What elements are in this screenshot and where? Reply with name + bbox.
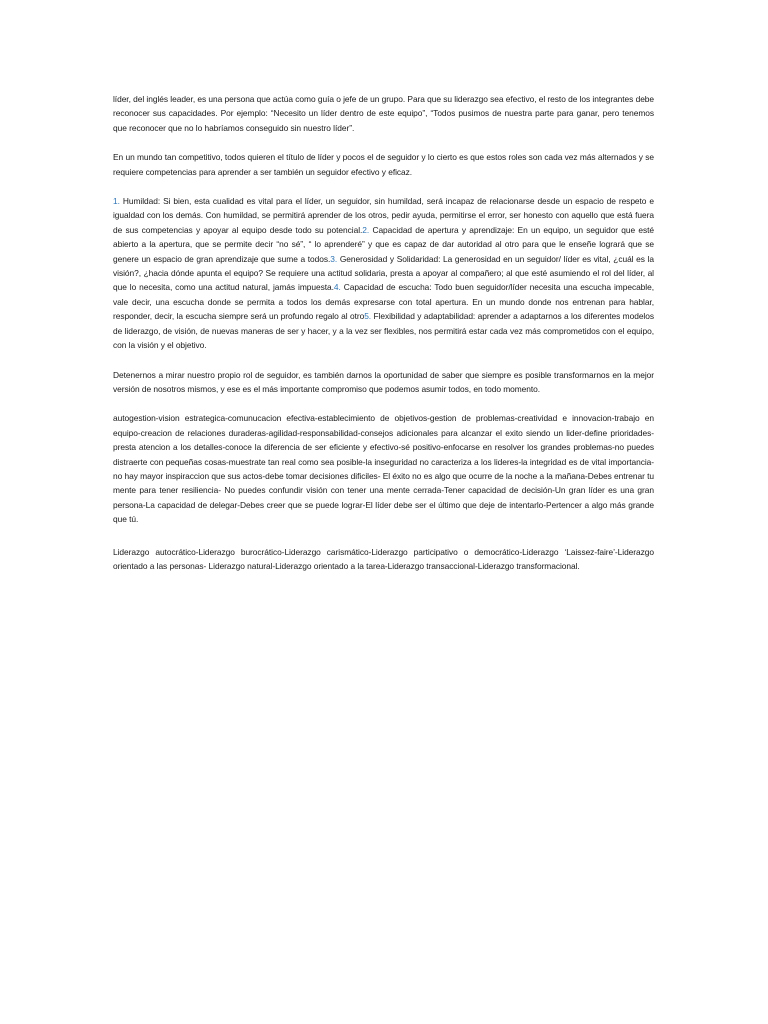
paragraph-follower-qualities: [113, 194, 654, 352]
list-number-1: 1.: [113, 196, 120, 207]
list-number-5: 5.: [364, 311, 372, 322]
paragraph-leadership-skills: autogestion-vision estrategica-comunucacion efectiva-establecimiento de objetivos-gestion de problemas-creatividad e innovacion-trabajo en equipo-creacion de relaciones duraderas-agilidad-responsabilidad-consejos adicionales para alcanzar el exito siendo un lider-define prioridades-presta atencion a los detalles-conoce la diferencia de ser eficiente y efectivo-sé positivo-enfocarse en resolver los grandes problemas-no puedes distraerte con pequeñas cosas-muestrate tan real como sea posible-la inseguridad no caracteriza a los lideres-la integridad es de vital importancia-no hay mayor inspiraccion que sus actos-debe tomar decisiones dificiles- El éxito no es algo que ocurre de la noche a la mañana-Debes entrenar tu mente para tener resiliencia- No puedes confundir visión con tener una mente cerrada-Tener capacidad de decisión-Un gran líder es una gran persona-La capacidad de delegar-Debes creer que se puede lograr-El líder debe ser el último que deje de intentarlo-Pertencer a algo más grande que tú.: [113, 413, 654, 525]
paragraph-competitive-world: En un mundo tan competitivo, todos quieren el título de líder y pocos el de seguidor y lo cierto es que estos roles son cada vez más alternados y se requiere competencias para aprender a ser también un seguidor efectivo y eficaz.: [113, 152, 654, 177]
list-number-2: 2.: [362, 224, 370, 235]
document-page: [113, 92, 654, 588]
paragraph-leader-definition: líder, del inglés leader, es una persona que actúa como guía o jefe de un grupo. Para que su liderazgo sea efectivo, el resto de los integrantes debe reconocer sus capacidades. Por ejemplo: “Necesito un líder dentro de este equipo”, “Todos pusimos de nuestra parte para ganar, pero tenemos que reconocer que no lo habríamos conseguido sin nuestro líder”.: [113, 94, 655, 133]
quality-generosity: Generosidad y Solidaridad: La generosidad en un seguidor/ líder es vital, ¿cuál es la visión?, ¿hacia dónde apunta el equipo? Se requiere una actitud solidaria, presta a apoyar al compañero; al que esté asumiendo el rol del líder, al que lo necesita, como una actitud natural, jamás impuesta.: [113, 253, 654, 293]
list-number-4: 4.: [333, 282, 341, 293]
quality-openness: Capacidad de apertura y aprendizaje: En un equipo, un seguidor que esté abierto a la apertura, que se permite decir “no sé”, “ lo aprenderé” y que es capaz de dar autoridad al otro para que le enseñe logrará que se genere un espacio de gran aprendizaje que sume a todos.: [113, 224, 654, 264]
quality-humility: Humildad: Si bien, esta cualidad es vital para el líder, un seguidor, sin humildad, será incapaz de relacionarse desde un espacio de respeto e igualdad con los demás. Con humildad, se permitirá aprender de los otros, pedir ayuda, permitirse el error, ser honesto con aquello que está fuera de sus competencias y apoyar al equipo desde todo su potencial.: [113, 196, 654, 235]
paragraph-reflection: Detenernos a mirar nuestro propio rol de seguidor, es también darnos la oportunidad de saber que siempre es posible transformarnos en la mejor versión de nosotros mismos, y ese es el más importante compromiso que podemos asumir todos, en todo momento.: [113, 369, 654, 394]
quality-flexibility: Flexibilidad y adaptabilidad: aprender a adaptarnos a los diferentes modelos de liderazgo, de visión, de nuevas maneras de ser y hacer, y a la vez ser flexibles, nos permitirá estar cada vez más comprometidos con el equipo, con la visión y el objetivo.: [113, 311, 654, 351]
paragraph-leadership-types: Liderazgo autocrático-Liderazgo burocrático-Liderazgo carismático-Liderazgo participativo o democrático-Liderazgo ‘Laissez-faire’-Liderazgo orientado a las personas- Liderazgo natural-Liderazgo orientado a la tarea-Liderazgo transaccional-Liderazgo transformacional.: [113, 546, 654, 571]
quality-listening: Capacidad de escucha: Todo buen seguidor/líder necesita una escucha impecable, vale decir, una escucha donde se permita a todos los demás expresarse con total apertura. En un mundo donde nos entrenan para hablar, responder, decir, la escucha siempre será un profundo regalo al otro: [113, 282, 654, 322]
list-number-3: 3.: [330, 253, 338, 264]
